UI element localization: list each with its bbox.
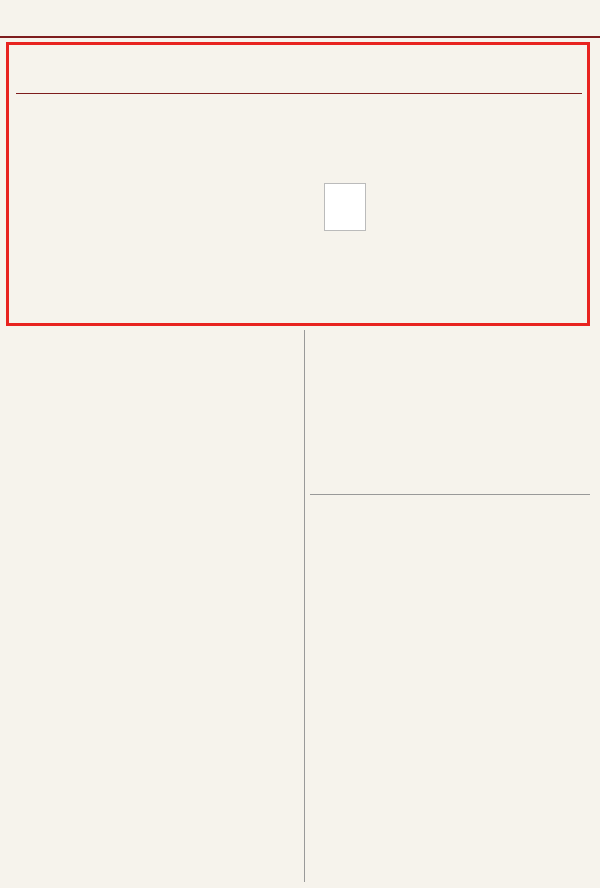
editorial-column-2 — [160, 98, 298, 320]
editorial-column-4 — [448, 98, 582, 320]
headline-rule — [16, 93, 582, 94]
editorial-column-1 — [16, 98, 154, 320]
india-column-top-2 — [450, 332, 590, 490]
page-header — [0, 0, 600, 40]
section-rule — [310, 494, 590, 495]
header-rule — [0, 36, 600, 38]
wto-column-1 — [14, 378, 154, 878]
wto-column-2 — [160, 378, 298, 858]
editorial-stamp — [324, 183, 366, 231]
column-divider — [304, 330, 305, 882]
india-column-top-1 — [310, 332, 444, 490]
focus-topic-badge — [137, 650, 191, 684]
